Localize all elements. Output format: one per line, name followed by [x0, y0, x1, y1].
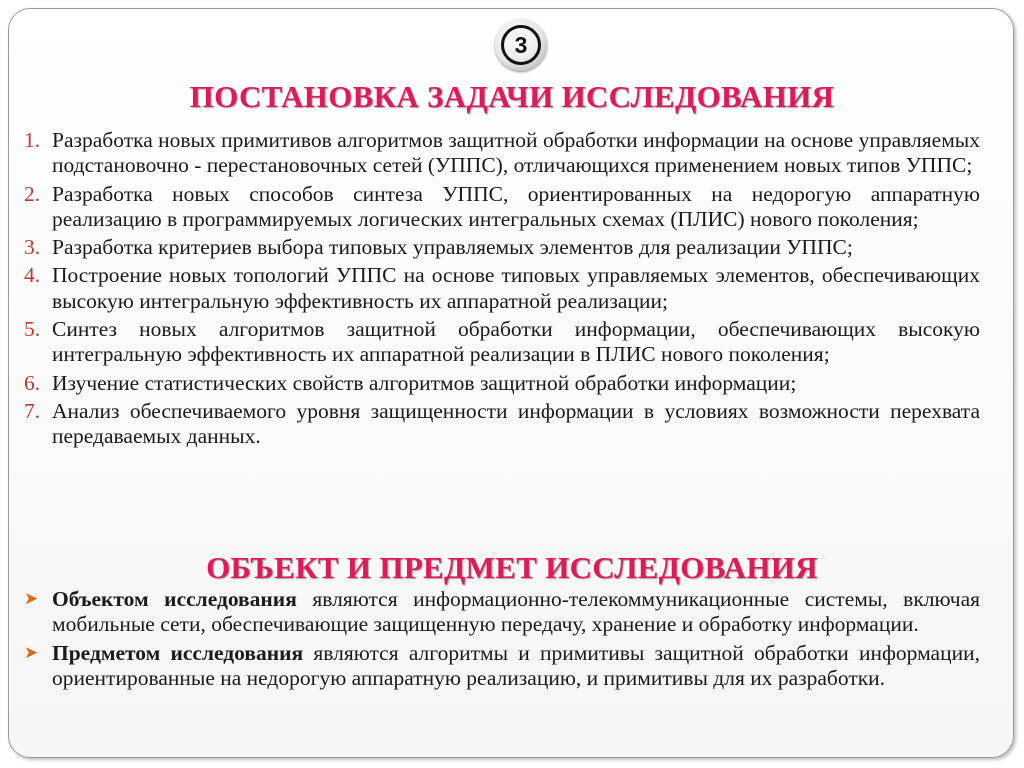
- task-text: Разработка новых способов синтеза УППС, ориентированных на недорогую аппаратную реализацию в программируемых логических интегральных схемах (ПЛИС) нового поколения;: [52, 181, 980, 231]
- task-number: 5.: [24, 317, 41, 342]
- task-text: Изучение статистических свойств алгоритмов защитной обработки информации;: [52, 370, 797, 395]
- task-item: [22, 182, 980, 233]
- bullet-item-subject: [22, 641, 980, 692]
- bullet-text: являются информационно-телекоммуникационные системы, включая мобильные сети, обеспечивающие защищенную передачу, хранение и обработку информации.: [52, 587, 980, 637]
- task-item: [22, 371, 980, 396]
- bullet-item-object: [22, 587, 980, 638]
- section-title-object: ОБЪЕКТ И ПРЕДМЕТ ИССЛЕДОВАНИЯ: [206, 550, 818, 585]
- task-item: [22, 128, 980, 179]
- task-text: Разработка новых примитивов алгоритмов защитной обработки информации на основе управляемых подстановочно - перестановочных сетей (УППС), отличающихся применением новых типов УППС;: [52, 128, 980, 178]
- task-number: 2.: [24, 181, 41, 206]
- object-subject-list: [22, 587, 980, 694]
- section-title-task: ПОСТАНОВКА ЗАДАЧИ ИССЛЕДОВАНИЯ: [189, 79, 835, 114]
- bullet-bold-term: Предметом исследования: [52, 640, 304, 665]
- task-list: [22, 128, 980, 453]
- arrow-bullet-icon: ➤: [24, 642, 39, 663]
- slide-number: 3: [501, 25, 541, 65]
- slide-number-badge: [495, 19, 547, 71]
- task-text: Построение новых топологий УППС на основе типовых управляемых элементов, обеспечивающих высокую интегральную эффективность их аппаратной реализации;: [52, 263, 980, 313]
- task-text: Разработка критериев выбора типовых управляемых элементов для реализации УППС;: [52, 235, 853, 260]
- task-number: 7.: [24, 398, 41, 423]
- task-item: [22, 317, 980, 368]
- task-number: 3.: [24, 235, 41, 260]
- task-number: 4.: [24, 263, 41, 288]
- task-text: Синтез новых алгоритмов защитной обработки информации, обеспечивающих высокую интегральную эффективность их аппаратной реализации в ПЛИС нового поколения;: [52, 317, 980, 367]
- task-item: [22, 263, 980, 314]
- task-text: Анализ обеспечиваемого уровня защищенности информации в условиях возможности перехвата передаваемых данных.: [52, 398, 980, 449]
- task-item: [22, 399, 980, 450]
- bullet-text: являются алгоритмы и примитивы защитной обработки информации, ориентированные на недорогую аппаратную реализацию, и примитивы для их разработки.: [52, 640, 980, 690]
- arrow-bullet-icon: ➤: [24, 589, 39, 609]
- task-item: [22, 235, 980, 260]
- task-number: 6.: [24, 370, 41, 395]
- task-number: 1.: [24, 128, 41, 152]
- bullet-bold-term: Объектом исследования: [52, 587, 297, 611]
